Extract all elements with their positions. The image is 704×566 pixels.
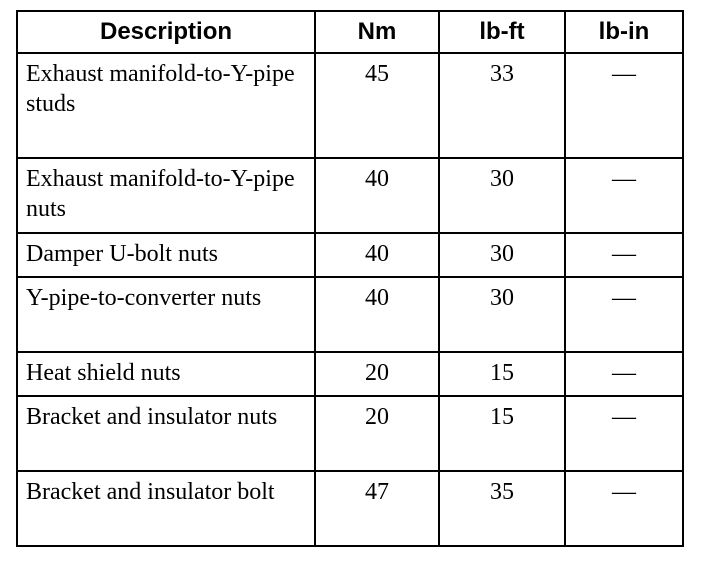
cell-description: Exhaust manifold-to-Y-pipe nuts [17, 158, 315, 233]
cell-lb-ft: 33 [439, 53, 565, 158]
cell-nm: 40 [315, 233, 439, 277]
column-header-description: Description [17, 11, 315, 53]
cell-lb-in: — [565, 277, 683, 352]
cell-description: Y-pipe-to-converter nuts [17, 277, 315, 352]
cell-description: Exhaust manifold-to-Y-pipe studs [17, 53, 315, 158]
cell-nm: 47 [315, 471, 439, 546]
cell-lb-in: — [565, 396, 683, 471]
cell-description: Bracket and insulator bolt [17, 471, 315, 546]
table-row [17, 233, 683, 277]
cell-nm: 40 [315, 277, 439, 352]
cell-lb-ft: 30 [439, 277, 565, 352]
cell-lb-ft: 15 [439, 396, 565, 471]
cell-lb-in: — [565, 471, 683, 546]
cell-nm: 20 [315, 396, 439, 471]
table-row [17, 352, 683, 396]
table-row [17, 396, 683, 471]
table-row [17, 277, 683, 352]
table-header-row [17, 11, 683, 53]
cell-lb-in: — [565, 158, 683, 233]
cell-nm: 45 [315, 53, 439, 158]
cell-lb-in: — [565, 233, 683, 277]
cell-lb-ft: 15 [439, 352, 565, 396]
table-row [17, 471, 683, 546]
column-header-nm: Nm [315, 11, 439, 53]
cell-nm: 20 [315, 352, 439, 396]
table-row [17, 53, 683, 158]
column-header-lb-in: lb-in [565, 11, 683, 53]
cell-lb-ft: 30 [439, 233, 565, 277]
cell-nm: 40 [315, 158, 439, 233]
cell-description: Damper U-bolt nuts [17, 233, 315, 277]
table-row [17, 158, 683, 233]
cell-lb-in: — [565, 53, 683, 158]
cell-description: Heat shield nuts [17, 352, 315, 396]
cell-lb-in: — [565, 352, 683, 396]
cell-lb-ft: 30 [439, 158, 565, 233]
torque-spec-table [16, 10, 684, 547]
cell-lb-ft: 35 [439, 471, 565, 546]
column-header-lb-ft: lb-ft [439, 11, 565, 53]
cell-description: Bracket and insulator nuts [17, 396, 315, 471]
